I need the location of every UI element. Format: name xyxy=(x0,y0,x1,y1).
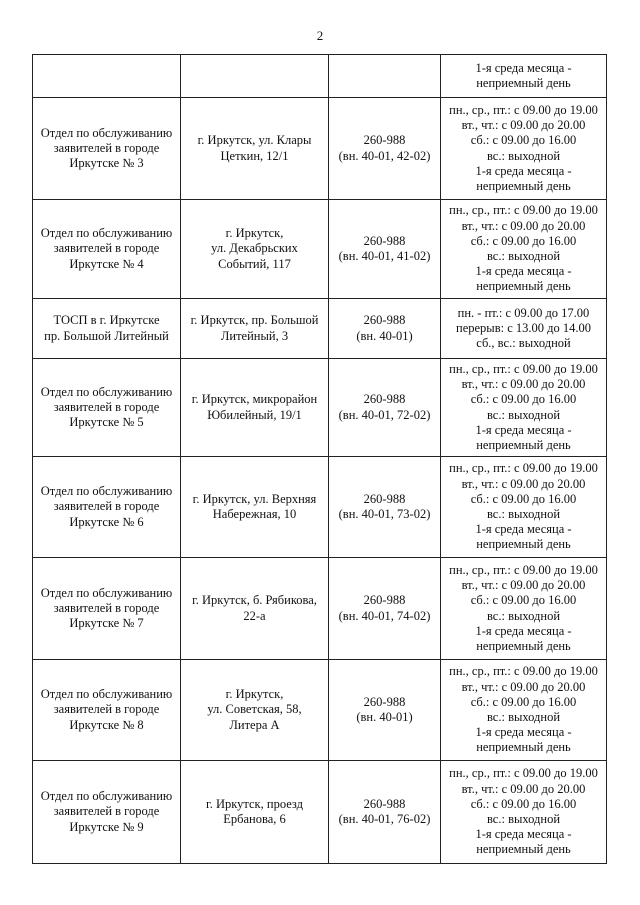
office-phone-cell: 260-988 (вн. 40-01) xyxy=(329,299,441,359)
office-address-cell: г. Иркутск, ул. Верхняя Набережная, 10 xyxy=(181,457,329,558)
table-row xyxy=(33,299,607,359)
office-hours-cell: пн., ср., пт.: с 09.00 до 19.00 вт., чт.: с 09.00 до 20.00 сб.: с 09.00 до 16.00 вс.: выходной 1-я среда месяца - неприемный день xyxy=(441,761,607,864)
office-name-cell: Отдел по обслуживанию заявителей в городе Иркутске № 6 xyxy=(33,457,181,558)
office-hours-cell: пн., ср., пт.: с 09.00 до 19.00 вт., чт.: с 09.00 до 20.00 сб.: с 09.00 до 16.00 вс.: выходной 1-я среда месяца - неприемный день xyxy=(441,359,607,457)
office-hours-cell: пн., ср., пт.: с 09.00 до 19.00 вт., чт.: с 09.00 до 20.00 сб.: с 09.00 до 16.00 вс.: выходной 1-я среда месяца - неприемный день xyxy=(441,98,607,200)
office-phone-cell xyxy=(329,55,441,98)
office-address-cell: г. Иркутск, ул. Клары Цеткин, 12/1 xyxy=(181,98,329,200)
office-hours-cell: пн., ср., пт.: с 09.00 до 19.00 вт., чт.: с 09.00 до 20.00 сб.: с 09.00 до 16.00 вс.: выходной 1-я среда месяца - неприемный день xyxy=(441,660,607,761)
table-row xyxy=(33,761,607,864)
table-row xyxy=(33,200,607,299)
page-number: 2 xyxy=(316,28,324,43)
office-name-cell: ТОСП в г. Иркутске пр. Большой Литейный xyxy=(33,299,181,359)
office-hours-cell: пн. - пт.: с 09.00 до 17.00 перерыв: с 13.00 до 14.00 сб., вс.: выходной xyxy=(441,299,607,359)
table-row xyxy=(33,55,607,98)
office-name-cell xyxy=(33,55,181,98)
office-address-cell: г. Иркутск, проезд Ербанова, 6 xyxy=(181,761,329,864)
offices-table xyxy=(32,54,607,864)
office-name-cell: Отдел по обслуживанию заявителей в городе Иркутске № 4 xyxy=(33,200,181,299)
office-phone-cell: 260-988 (вн. 40-01, 76-02) xyxy=(329,761,441,864)
office-phone-cell: 260-988 (вн. 40-01, 42-02) xyxy=(329,98,441,200)
office-hours-cell: пн., ср., пт.: с 09.00 до 19.00 вт., чт.: с 09.00 до 20.00 сб.: с 09.00 до 16.00 вс.: выходной 1-я среда месяца - неприемный день xyxy=(441,558,607,660)
office-address-cell: г. Иркутск, пр. Большой Литейный, 3 xyxy=(181,299,329,359)
office-name-cell: Отдел по обслуживанию заявителей в городе Иркутске № 5 xyxy=(33,359,181,457)
office-phone-cell: 260-988 (вн. 40-01, 72-02) xyxy=(329,359,441,457)
office-name-cell: Отдел по обслуживанию заявителей в городе Иркутске № 9 xyxy=(33,761,181,864)
office-address-cell: г. Иркутск, ул. Декабрьских Событий, 117 xyxy=(181,200,329,299)
office-phone-cell: 260-988 (вн. 40-01, 74-02) xyxy=(329,558,441,660)
office-address-cell xyxy=(181,55,329,98)
table-row xyxy=(33,558,607,660)
office-phone-cell: 260-988 (вн. 40-01) xyxy=(329,660,441,761)
office-address-cell: г. Иркутск, б. Рябикова, 22-а xyxy=(181,558,329,660)
office-phone-cell: 260-988 (вн. 40-01, 73-02) xyxy=(329,457,441,558)
office-address-cell: г. Иркутск, ул. Советская, 58, Литера А xyxy=(181,660,329,761)
table-row xyxy=(33,457,607,558)
office-hours-cell: пн., ср., пт.: с 09.00 до 19.00 вт., чт.: с 09.00 до 20.00 сб.: с 09.00 до 16.00 вс.: выходной 1-я среда месяца - неприемный день xyxy=(441,457,607,558)
office-phone-cell: 260-988 (вн. 40-01, 41-02) xyxy=(329,200,441,299)
office-name-cell: Отдел по обслуживанию заявителей в городе Иркутске № 8 xyxy=(33,660,181,761)
table-row xyxy=(33,660,607,761)
table-row xyxy=(33,359,607,457)
table-row xyxy=(33,98,607,200)
office-name-cell: Отдел по обслуживанию заявителей в городе Иркутске № 3 xyxy=(33,98,181,200)
office-hours-cell: пн., ср., пт.: с 09.00 до 19.00 вт., чт.: с 09.00 до 20.00 сб.: с 09.00 до 16.00 вс.: выходной 1-я среда месяца - неприемный день xyxy=(441,200,607,299)
office-address-cell: г. Иркутск, микрорайон Юбилейный, 19/1 xyxy=(181,359,329,457)
office-name-cell: Отдел по обслуживанию заявителей в городе Иркутске № 7 xyxy=(33,558,181,660)
office-hours-cell: 1-я среда месяца - неприемный день xyxy=(441,55,607,98)
